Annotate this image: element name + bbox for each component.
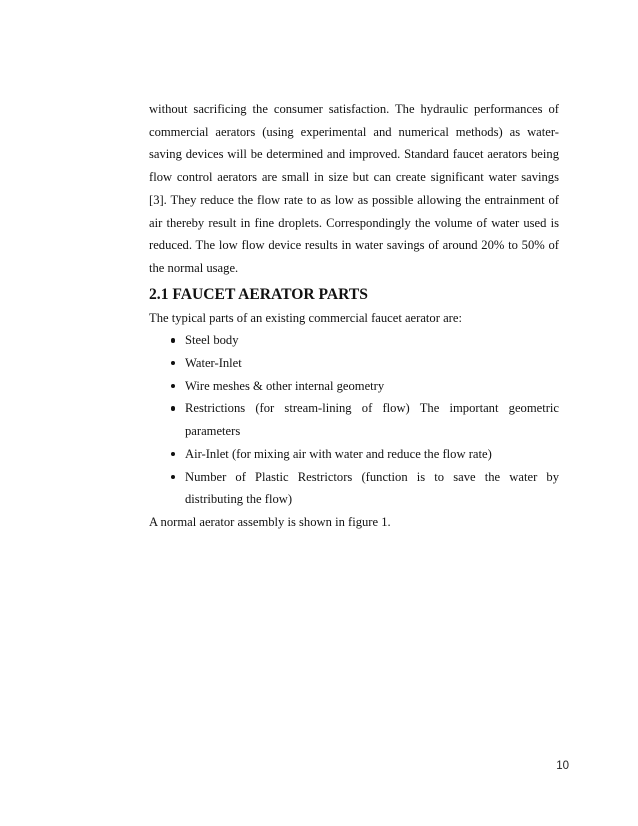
list-item-line: parameters <box>185 424 241 439</box>
section-heading: 2.1 FAUCET AERATOR PARTS <box>149 285 368 303</box>
paragraph <box>149 98 559 280</box>
bullet-icon <box>171 406 175 410</box>
closing-sentence: A normal aerator assembly is shown in figure 1. <box>149 514 391 529</box>
page-number: 10 <box>556 760 569 772</box>
bullet-icon <box>171 338 175 342</box>
list-item <box>149 375 559 398</box>
list-item-line: distributing the flow) <box>185 492 293 507</box>
list-item-text <box>185 375 559 398</box>
paragraph-line: reduced. The low flow device results in water savings of around 20% to 50% of <box>149 238 559 253</box>
page-body <box>149 98 559 534</box>
list-item-text <box>185 466 559 511</box>
list-item-text <box>185 397 559 442</box>
paragraph-line: commercial aerators (using experimental and numerical methods) as water- <box>149 124 559 139</box>
list-item <box>149 443 559 466</box>
list-item <box>149 329 559 352</box>
list-item <box>149 397 559 442</box>
bullet-icon <box>171 475 175 479</box>
parts-list <box>149 329 559 511</box>
paragraph-line: saving devices will be determined and improved. Standard faucet aerators being <box>149 147 559 162</box>
bullet-icon <box>171 361 175 365</box>
paragraph-line: [3]. They reduce the flow rate to as low as possible allowing the entrainment of <box>149 192 559 207</box>
section-intro: The typical parts of an existing commercial faucet aerator are: <box>149 310 462 325</box>
list-item-line: Steel body <box>185 333 239 348</box>
list-item-text <box>185 352 559 375</box>
list-item <box>149 352 559 375</box>
paragraph-line: flow control aerators are small in size but can create significant water savings <box>149 170 559 185</box>
paragraph-line: the normal usage. <box>149 260 239 275</box>
paragraph-line: air thereby result in fine droplets. Correspondingly the volume of water used is <box>149 215 559 230</box>
list-item-line: Wire meshes & other internal geometry <box>185 378 385 393</box>
list-item-line: Air-Inlet (for mixing air with water and reduce the flow rate) <box>185 446 492 461</box>
list-item <box>149 466 559 511</box>
list-item-line: Restrictions (for stream-lining of flow) The important geometric <box>185 401 559 416</box>
list-item-line: Water-Inlet <box>185 356 242 371</box>
list-item-text <box>185 329 559 352</box>
list-item-line: Number of Plastic Restrictors (function is to save the water by <box>185 469 559 484</box>
paragraph-line: without sacrificing the consumer satisfaction. The hydraulic performances of <box>149 102 559 116</box>
list-item-text <box>185 443 559 466</box>
bullet-icon <box>171 452 175 456</box>
bullet-icon <box>171 384 175 388</box>
